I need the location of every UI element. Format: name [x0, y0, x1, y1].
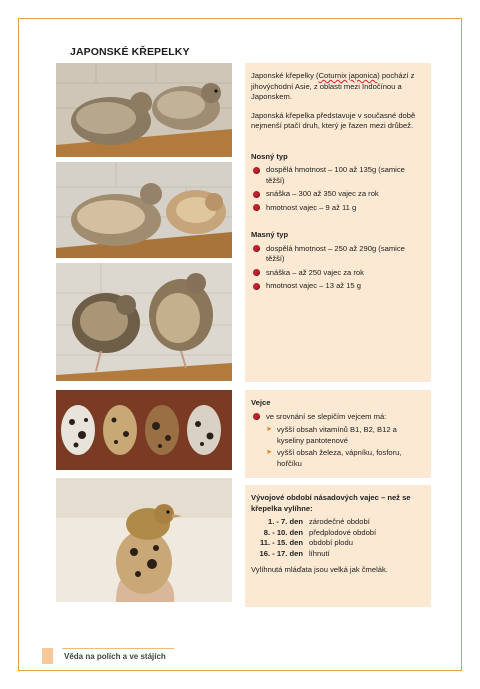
masny-item: hmotnost vajec – 13 až 15 g	[251, 281, 425, 292]
development-list	[251, 517, 425, 559]
development-row: 16. - 17. den líhnutí	[259, 548, 330, 558]
masny-item: dospělá hmotnost – 250 až 290g (samice těžší)	[251, 244, 425, 265]
development-row: 1. - 7. den zárodečné období	[267, 517, 370, 526]
latin-name: Coturnix japonica	[318, 71, 378, 80]
hatching-chick-photo	[56, 478, 232, 602]
bullet-icon	[253, 245, 260, 252]
arrow-icon: ➤	[266, 426, 272, 433]
nosny-item: snáška – 300 až 350 vajec za rok	[251, 189, 425, 200]
arrow-icon: ➤	[266, 449, 272, 456]
nosny-item: hmotnost vajec – 9 až 11 g	[251, 203, 425, 214]
bullet-icon	[253, 191, 260, 198]
nosny-heading: Nosný typ	[251, 151, 288, 161]
quail-photo-1	[56, 63, 232, 157]
eggs-sub-item: ➤ vyšší obsah železa, vápníku, fosforu, hořčíku	[266, 448, 402, 468]
masny-heading: Masný typ	[251, 230, 289, 239]
quail-eggs-photo	[56, 390, 232, 470]
footer-divider	[62, 648, 174, 649]
development-panel	[245, 485, 431, 607]
intro-panel	[245, 63, 431, 382]
nosny-item: dospělá hmotnost – 100 až 135g (samice těžší)	[251, 165, 425, 186]
development-heading: Vývojové období násadových vajec – než se křepelka vylíhne:	[251, 493, 411, 513]
intro-paragraph-1: Japonské křepelky (Coturnix japonica) pochází z jihovýchodní Asie, z oblasti mezi Indočínou a Japonskem.	[251, 71, 415, 101]
eggs-panel	[245, 390, 431, 478]
development-row: 11. - 15. den období plodu	[259, 538, 353, 547]
intro-paragraph-2: Japonská křepelka představuje v současné době nejmenší ptačí druh, který je řazen mezi drůbež.	[251, 110, 416, 130]
footer-text: Věda na polích a ve stájích	[64, 652, 166, 661]
bullet-icon	[253, 413, 260, 420]
bullet-icon	[253, 204, 260, 211]
quail-photo-3	[56, 263, 232, 381]
page-title: JAPONSKÉ KŘEPELKY	[70, 46, 190, 58]
development-note: Vylíhnutá mláďata jsou velká jak čmelák.	[251, 565, 388, 574]
masny-item: snáška – až 250 vajec za rok	[251, 268, 425, 279]
quail-photo-2	[56, 162, 232, 258]
development-row: 8. - 10. den předplodové období	[263, 527, 377, 537]
bullet-icon	[253, 269, 260, 276]
bullet-icon	[253, 167, 260, 174]
eggs-sub-item: ➤ vyšší obsah vitamínů B1, B2, B12 a kyseliny pantotenové	[266, 425, 397, 445]
eggs-bullet: ve srovnání se slepičím vejcem má:	[251, 412, 425, 423]
bullet-icon	[253, 283, 260, 290]
footer-marker	[42, 648, 53, 664]
eggs-heading: Vejce	[251, 398, 271, 407]
